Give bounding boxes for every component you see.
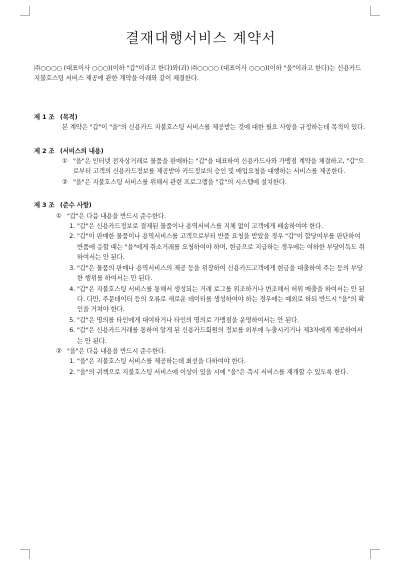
item-number: 4.	[69, 285, 75, 293]
list-item	[66, 357, 368, 367]
item-text: "을"의 귀책으로 지불호스팅 서비스에 이상이 있을 시에 "을"은 즉시 서비스를 재개할 수 있도록 한다.	[77, 368, 349, 376]
clause	[56, 347, 368, 357]
article-number: 제 2 조	[34, 147, 55, 155]
item-text: "갑"은 신용카드정보로 결제된 물품이나 용역서비스를 지체 없이 고객에게 배송하여야 한다.	[77, 223, 323, 231]
item-number: 6.	[69, 327, 75, 335]
list-item	[66, 264, 368, 285]
item-text: "갑"은 물품의 판매나 용역서비스의 제공 등을 위장하여 신용카드고객에게 현금을 대출하여 주는 등의 부당한 행위를 하여서는 안 된다.	[77, 264, 363, 283]
article-title: (준수 사항)	[60, 202, 92, 210]
clause-text: "을"은 다음 내용을 반드시 준수한다.	[67, 347, 166, 355]
crop-mark-top-left	[20, 6, 30, 16]
clause-marker: ①	[56, 212, 62, 220]
list-item	[66, 285, 368, 316]
list-item	[66, 316, 368, 326]
article-title: (목적)	[60, 113, 78, 121]
clause-marker: ①	[62, 158, 68, 166]
article-1-text: 본 계약은 "갑"이 "을"의 신용카드 지불호스팅 서비스를 제공받는 것에 대한 필요 사항을 규정하는데 목적이 있다.	[62, 124, 365, 132]
clause	[56, 212, 368, 222]
article-number: 제 1 조	[34, 113, 55, 121]
clause-text: "을"은 지불호스팅 서비스를 위해서 관련 프로그램을 "갑"의 시스템에 설치한다.	[73, 178, 287, 186]
clause	[62, 178, 368, 188]
item-number: 1.	[69, 358, 75, 366]
crop-mark-bottom-right	[370, 549, 380, 559]
article-1-heading	[34, 113, 368, 123]
list-item	[66, 222, 368, 232]
clause-text: "갑"은 다음 내용을 반드시 준수한다.	[67, 212, 166, 220]
item-number: 5.	[69, 316, 75, 324]
item-number: 2.	[69, 233, 75, 241]
clause-text: "을"은 인터넷 전자상거래로 물품을 판매하는 "갑"을 대표하여 신용카드사와 가맹점 계약을 체결하고, "갑"으로부터 고객의 신용카드정보를 제공받아 카드정보의 승인 및 매입요청을 대행하는 서비스를 제공한다.	[73, 158, 364, 176]
crop-mark-top-right	[370, 6, 380, 16]
article-3-heading	[34, 201, 368, 211]
list-item	[66, 368, 368, 378]
document-title: 결재대행서비스 계약서	[125, 31, 277, 47]
crop-mark-bottom-left	[20, 549, 30, 559]
item-text: "갑"은 명의를 타인에게 대여하거나 타인의 명의로 가맹점을 운영하여서는 안 된다.	[77, 316, 300, 324]
item-number: 2.	[69, 368, 75, 376]
contract-page	[34, 30, 368, 378]
article-number: 제 3 조	[34, 202, 55, 210]
item-number: 1.	[69, 223, 75, 231]
item-text: "갑"은 지불호스팅 서비스를 통해서 생성되는 거래 로그를 위조하거나 변조해서 허위 매출을 하여서는 안 된다. 다만, 주문데이터 등의 오류로 새로운 데이터를 생성하여야 하는 경우에는 예외로 하되 반드시 "을"의 확인을 거쳐야 한다.	[77, 285, 365, 314]
article-title: (서비스의 내용)	[60, 147, 104, 155]
clause	[62, 157, 368, 178]
clause-marker: ②	[56, 347, 62, 355]
clause-marker: ②	[62, 178, 68, 186]
item-text: "갑"이 판매한 물품이나 용역서비스를 고객으로부터 반품 요청을 받았을 경우 "갑"이 합당여부를 판단하여 반품에 응할 때는 "을"에게 취소거래를 요청하여야 하며, 현금으로 지급하는 경우에는 여하한 부당이득도 취하여서는 안 된다.	[77, 233, 365, 262]
item-number: 3.	[69, 264, 75, 272]
item-text: "갑"은 신용카드거래를 통하여 알게 된 신용카드회원의 정보를 외부에 누출시키거나 제3자에게 제공하여서는 안 된다.	[77, 327, 363, 345]
article-2-heading	[34, 147, 368, 157]
list-item	[66, 232, 368, 263]
list-item	[66, 326, 368, 347]
item-text: "을"은 지불호스팅 서비스를 제공하는데 최선을 다하여야 한다.	[77, 358, 246, 366]
intro-paragraph: ㈜○○○○ (대표이사 ○○○)(이하 "갑"이라고 한다)와(과) ㈜○○○○ (대표이사 ○○○)(이하 "을"이라고 한다)는 신용카드 지불호스팅 서비스 제공에 관한 계약을 아래와 같이 체결한다.	[34, 65, 362, 83]
